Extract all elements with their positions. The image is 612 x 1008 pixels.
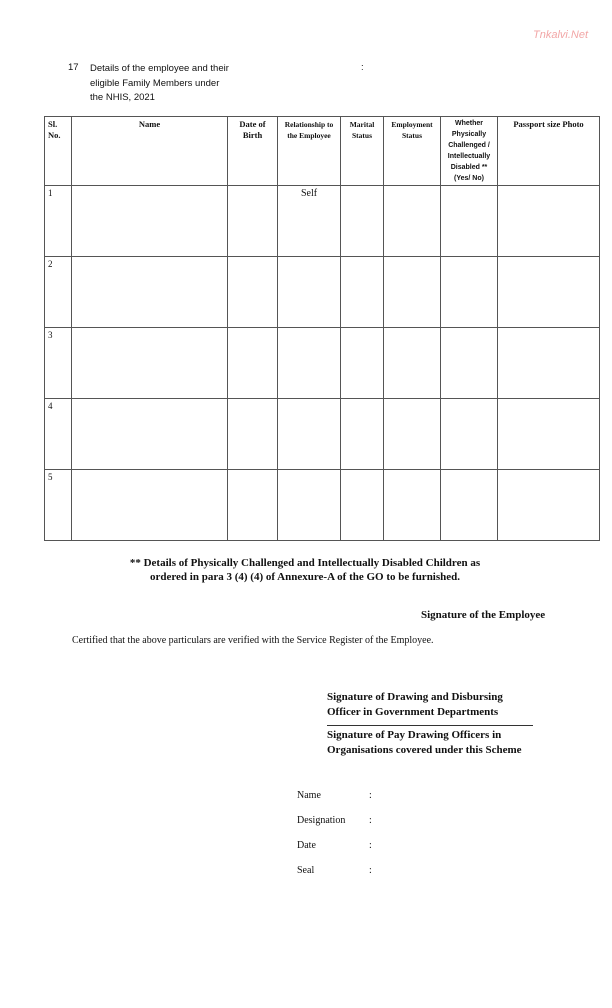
header-text: the Employee: [287, 131, 331, 140]
note-line: ** Details of Physically Challenged and Intellectually Disabled Children as: [129, 557, 481, 569]
header-text: Date of: [239, 119, 266, 129]
cell-date-of-birth[interactable]: [228, 328, 278, 399]
cell-relationship[interactable]: [278, 257, 341, 328]
header-text: Marital: [349, 120, 375, 129]
cell-name[interactable]: [72, 257, 228, 328]
header-text: Relationship to: [284, 120, 334, 129]
item-number: 17: [68, 62, 79, 73]
cell-disabled[interactable]: [441, 399, 498, 470]
item-line: the NHIS, 2021: [90, 92, 155, 103]
cell-relationship[interactable]: [278, 470, 341, 541]
cell-date-of-birth[interactable]: [228, 186, 278, 257]
item-description: [90, 62, 260, 106]
header-passport-photo: Passport size Photo: [498, 117, 600, 186]
cell-relationship[interactable]: Self: [278, 186, 341, 257]
cell-date-of-birth[interactable]: [228, 257, 278, 328]
table-row: [45, 399, 600, 470]
ddo-line: Officer in Government Departments: [327, 706, 499, 718]
cell-relationship[interactable]: [278, 399, 341, 470]
item-line: eligible Family Members under: [90, 77, 220, 89]
cell-sl-no: 3: [45, 328, 72, 399]
cell-employment-status[interactable]: [384, 470, 441, 541]
header-text: Disabled **: [450, 164, 488, 171]
header-text: Employment: [391, 120, 433, 129]
header-date-of-birth: [228, 117, 278, 186]
cell-marital-status[interactable]: [341, 186, 384, 257]
divider: [327, 725, 533, 726]
cell-employment-status[interactable]: [384, 257, 441, 328]
field-label: Name: [297, 790, 321, 801]
field-colon: :: [369, 865, 372, 876]
cell-sl-no: 5: [45, 470, 72, 541]
cell-name[interactable]: [72, 186, 228, 257]
cell-passport-photo[interactable]: [498, 399, 600, 470]
header-text: (Yes/ No): [454, 175, 484, 182]
ddo-line: Organisations covered under this Scheme: [327, 744, 522, 756]
item-line: Details of the employee and their: [90, 63, 229, 74]
cell-name[interactable]: [72, 470, 228, 541]
cell-date-of-birth[interactable]: [228, 399, 278, 470]
field-label: Date: [297, 840, 316, 851]
header-text: Status: [401, 131, 422, 140]
cell-name[interactable]: [72, 399, 228, 470]
ddo-line: Signature of Pay Drawing Officers in: [327, 729, 502, 741]
cell-passport-photo[interactable]: [498, 186, 600, 257]
cell-employment-status[interactable]: [384, 399, 441, 470]
field-colon: :: [369, 790, 372, 801]
header-text: Whether: [455, 120, 483, 127]
cell-name[interactable]: [72, 328, 228, 399]
cell-marital-status[interactable]: [341, 399, 384, 470]
cell-disabled[interactable]: [441, 328, 498, 399]
header-employment-status: [384, 117, 441, 186]
cell-sl-no: 1: [45, 186, 72, 257]
cell-relationship[interactable]: [278, 328, 341, 399]
header-text: No.: [48, 130, 61, 140]
table-row: [45, 186, 600, 257]
header-marital-status: [341, 117, 384, 186]
cell-employment-status[interactable]: [384, 328, 441, 399]
cell-marital-status[interactable]: [341, 257, 384, 328]
ddo-line: Signature of Drawing and Disbursing: [327, 691, 503, 703]
table-row: [45, 257, 600, 328]
header-sl-no: [45, 117, 72, 186]
header-name: Name: [72, 117, 228, 186]
cell-passport-photo[interactable]: [498, 470, 600, 541]
cell-sl-no: 4: [45, 399, 72, 470]
header-text: Status: [351, 131, 372, 140]
cell-passport-photo[interactable]: [498, 257, 600, 328]
item-colon: :: [361, 62, 364, 73]
cell-disabled[interactable]: [441, 186, 498, 257]
cell-marital-status[interactable]: [341, 470, 384, 541]
family-members-table: [44, 116, 600, 541]
cell-date-of-birth[interactable]: [228, 470, 278, 541]
cell-marital-status[interactable]: [341, 328, 384, 399]
watermark: Tnkalvi.Net: [533, 29, 589, 41]
employee-signature-label: Signature of the Employee: [421, 609, 546, 621]
disability-note: [70, 557, 540, 584]
ddo-signature-block: [327, 690, 577, 758]
field-colon: :: [369, 840, 372, 851]
cell-employment-status[interactable]: [384, 186, 441, 257]
table-header-row: [45, 117, 600, 186]
header-text: Birth: [242, 130, 263, 140]
header-text: Challenged /: [448, 142, 490, 149]
header-disabled: [441, 117, 498, 186]
table-row: [45, 470, 600, 541]
header-text: Physically: [451, 131, 487, 138]
certification-statement: Certified that the above particulars are verified with the Service Register of the Employee.: [72, 635, 434, 646]
cell-disabled[interactable]: [441, 470, 498, 541]
note-line: ordered in para 3 (4) (4) of Annexure-A of the GO to be furnished.: [149, 570, 461, 583]
field-label: Seal: [297, 865, 315, 876]
cell-sl-no: 2: [45, 257, 72, 328]
cell-passport-photo[interactable]: [498, 328, 600, 399]
field-colon: :: [369, 815, 372, 826]
cell-disabled[interactable]: [441, 257, 498, 328]
field-label: Designation: [297, 815, 346, 826]
table-row: [45, 328, 600, 399]
header-text: Intellectually: [447, 153, 491, 160]
header-relationship: [278, 117, 341, 186]
header-text: Sl.: [48, 119, 58, 129]
